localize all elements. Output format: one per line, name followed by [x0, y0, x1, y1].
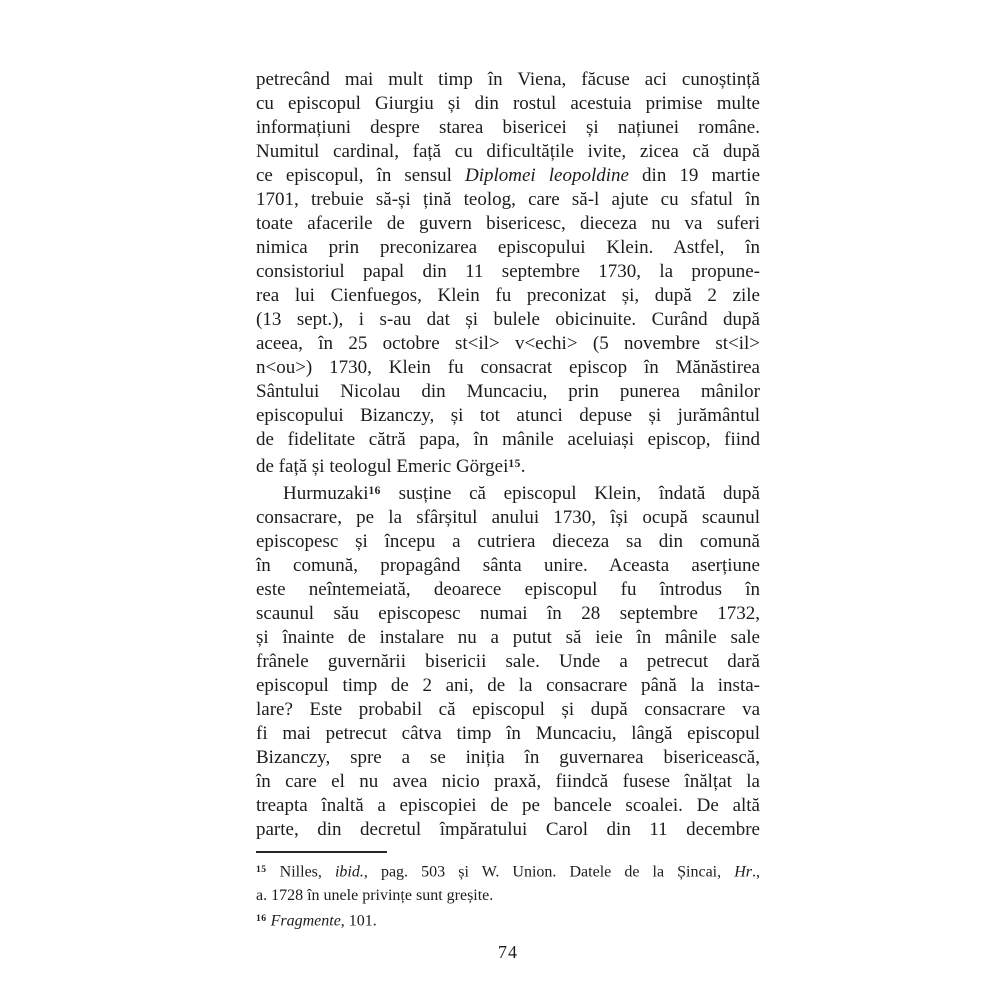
text-line: cu episcopul Giurgiu și din rostul acestuia primise multe [256, 93, 760, 114]
footnote-marker-15: 15 [256, 864, 267, 876]
text-segment: din 19 martie [628, 165, 760, 186]
footnote-16 [256, 907, 760, 932]
text-line: episcopesc și începu a cutriera dieceza sa din comună [256, 531, 760, 553]
text-line: (13 sept.), i s-au dat și bulele obicinuite. Curând după [256, 309, 760, 330]
text-segment: , pag. 503 și W. Union. Datele de la Șincai, [363, 863, 735, 881]
text-line: petrecând mai mult timp în Viena, făcuse aci cunoștință [256, 69, 760, 90]
text-line: Bizanczy, spre a se iniția în guvernarea bisericească, [256, 747, 760, 769]
text-line: episcopul timp de 2 ani, de la consacrare până la insta- [256, 675, 760, 697]
text-line: și înainte de instalare nu a putut să ieie în mânile sale [256, 627, 760, 649]
text-line: consistoriul papal din 11 septembre 1730, la propune- [256, 261, 760, 282]
text-line: în comună, propagând sânta unire. Aceasta aserțiune [256, 555, 760, 577]
italic-title: Diplomei leopoldine [465, 165, 629, 186]
text-line [256, 164, 760, 188]
paragraph-2 [256, 479, 760, 842]
text-segment: . [520, 456, 526, 478]
footnote-reference-16: 16 [368, 485, 381, 498]
italic-title: Hr [734, 863, 752, 881]
text-line: în care el nu avea nicio praxă, fiindcă fusese înălțat la [256, 771, 760, 793]
italic-title: Fragmente [270, 911, 341, 929]
text-line: fi mai petrecut câtva timp în Muncaciu, lângă episcopul [256, 723, 760, 745]
text-line: este neîntemeiată, deoarece episcopul fu întrodus în [256, 579, 760, 601]
text-line: scaunul său episcopesc numai în 28 septembre 1732, [256, 603, 760, 625]
text-segment: Hurmuzaki [283, 483, 369, 505]
text-line [256, 479, 760, 506]
footnote-reference-15: 15 [508, 458, 521, 470]
text-line: episcopului Bizanczy, și tot atunci depuse și jurământul [256, 405, 760, 426]
text-line: de fidelitate cătră papa, în mânile aceluiași episcop, fiind [256, 429, 760, 450]
text-segment: de față și teologul Emeric Görgei [256, 456, 509, 478]
text-line: n<ou>) 1730, Klein fu consacrat episcop în Mănăstirea [256, 357, 760, 378]
text-line: Sântului Nicolau din Muncaciu, prin punerea mânilor [256, 381, 760, 402]
text-line: aceea, în 25 octobre st<il> v<echi> (5 novembre st<il> [256, 333, 760, 354]
text-line: parte, din decretul împăratului Carol din 11 decembre [256, 819, 760, 841]
italic-title: ibid. [334, 863, 364, 881]
text-segment: , 101. [340, 911, 377, 929]
text-line: Numitul cardinal, față cu dificultățile ivite, zicea că după [256, 141, 760, 162]
text-line: 1701, trebuie să-și țină teolog, care să-l ajute cu sfatul în [256, 189, 760, 210]
text-line: informațiuni despre starea bisericei și națiunei române. [256, 117, 760, 138]
text-segment: ., [752, 863, 760, 881]
paragraph-1 [256, 68, 760, 479]
footnote-15-line-1 [256, 858, 760, 883]
text-segment: susține că episcopul Klein, îndată după [380, 483, 760, 505]
footnote-marker-16: 16 [256, 912, 267, 924]
text-line: rea lui Cienfuegos, Klein fu preconizat și, după 2 zile [256, 285, 760, 306]
footnotes [256, 858, 760, 932]
footnote-separator [256, 851, 387, 853]
footnote-15-line-2: a. 1728 în unele privințe sunt greșite. [256, 886, 494, 904]
page-number: 74 [498, 941, 518, 962]
text-line: toate afacerile de guvern bisericesc, dieceza nu va suferi [256, 213, 760, 234]
text-line: treapta înaltă a episcopiei de pe bancele scoalei. De altă [256, 795, 760, 817]
text-line: lare? Este probabil că episcopul și după consacrare va [256, 699, 760, 721]
text-line: frânele guvernării bisericii sale. Unde a petrecut dară [256, 651, 760, 673]
text-block [256, 68, 760, 963]
text-line: nimica prin preconizarea episcopului Klein. Astfel, în [256, 237, 760, 258]
text-segment: Nilles, [266, 863, 335, 881]
text-line: consacrare, pe la sfârșitul anului 1730, își ocupă scaunul [256, 507, 760, 529]
text-segment: ce episcopul, în sensul [256, 165, 465, 186]
text-line [256, 452, 760, 479]
